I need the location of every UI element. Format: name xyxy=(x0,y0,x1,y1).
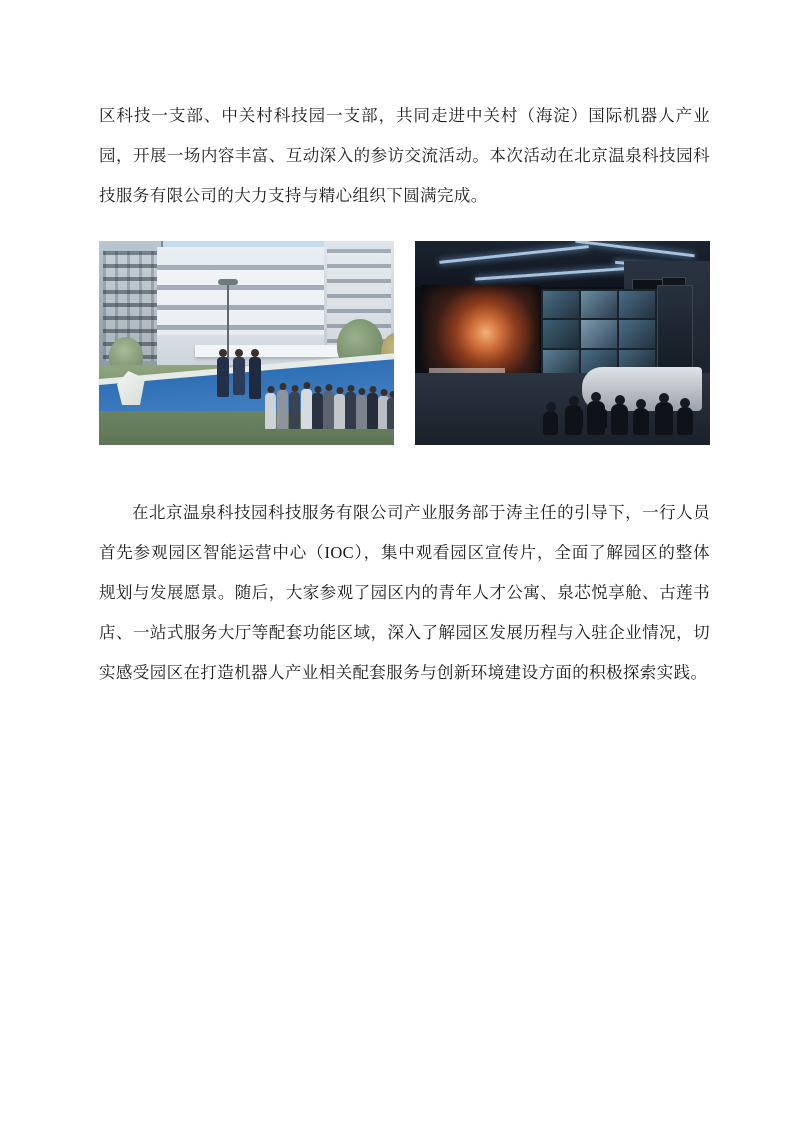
visitor-person xyxy=(312,393,323,429)
ioc-control-room-photo xyxy=(415,241,710,445)
paragraph-1: 区科技一支部、中关村科技园一支部，共同走进中关村（海淀）国际机器人产业园，开展一场内容丰富、互动深入的参访交流活动。本次活动在北京温泉科技园科技服务有限公司的大力支持与精心组织下圆满完成。 xyxy=(99,106,710,205)
figure-caption-spacer xyxy=(99,445,710,459)
visitor-person xyxy=(289,392,300,429)
paragraph-2: 在北京温泉科技园科技服务有限公司产业服务部于涛主任的引导下，一行人员首先参观园区智能运营中心（IOC），集中观看园区宣传片，全面了解园区的整体规划与发展愿景。随后，大家参观了园区内的青年人才公寓、泉芯悦享舱、古莲书店、一站式服务大厅等配套功能区域，深入了解园区发展历程与入驻企业情况，切实感受园区在打造机器人产业相关配套服务与创新环境建设方面的积极探索实践。 xyxy=(99,503,710,682)
video-wall-cell xyxy=(619,291,655,318)
visitor-person xyxy=(265,393,276,429)
attendee xyxy=(565,405,582,435)
visitor-person xyxy=(323,391,334,429)
video-wall-cell xyxy=(581,291,617,318)
attendee xyxy=(611,404,628,435)
visitor-person xyxy=(345,392,356,429)
outdoor-campus-walk-photo xyxy=(99,241,394,445)
attendee xyxy=(587,401,605,435)
attendee xyxy=(677,407,693,435)
attendee xyxy=(655,402,673,435)
visitor-person xyxy=(387,398,394,429)
visitor-person xyxy=(356,395,367,429)
video-wall-cell xyxy=(543,291,579,318)
audience-group xyxy=(415,343,710,435)
document-content xyxy=(99,96,710,693)
visitor-person xyxy=(233,357,245,395)
visitor-person xyxy=(334,394,345,429)
entrance-canopy xyxy=(195,345,345,357)
attendee xyxy=(543,411,558,435)
visitor-person xyxy=(367,393,378,429)
visitor-group xyxy=(215,357,394,429)
visitor-person xyxy=(277,390,288,429)
figure-row xyxy=(99,241,710,445)
visitor-person xyxy=(249,357,261,399)
visitor-person xyxy=(301,389,312,429)
visitor-person xyxy=(217,357,229,397)
attendee xyxy=(633,408,649,435)
